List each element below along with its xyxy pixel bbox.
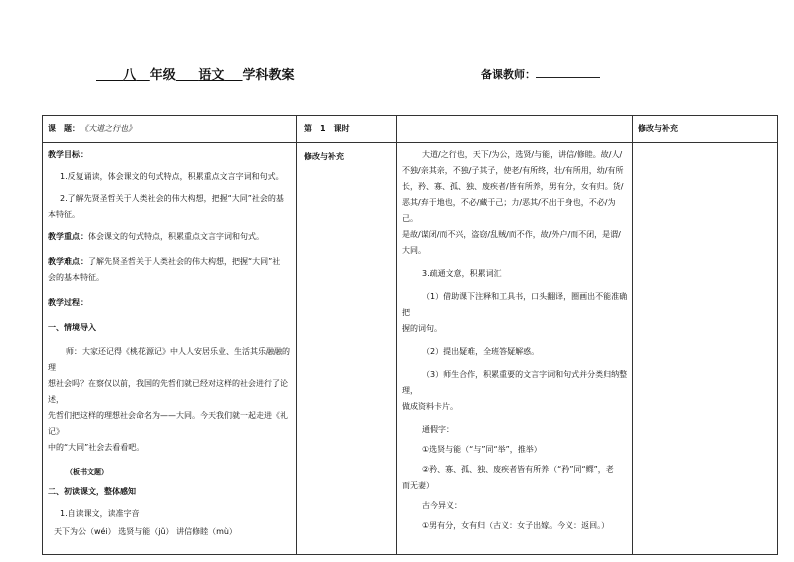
step1-para-3: 先哲们把这样的理想社会命名为——大同。今天我们就一起走进《礼记》 <box>48 411 288 436</box>
tongjia-item-1: ①选贤与能（“与”同“举”，推举） <box>422 445 542 454</box>
step1-title: 一、情境导入 <box>48 323 96 332</box>
step3-item-3: （3）师生合作，积累重要的文言字词和句式并分类归纳整理， <box>402 370 628 395</box>
goal-2-cont: 本特征。 <box>48 210 80 219</box>
key-text: 体会课文的句式特点，积累重点文言字词和句式。 <box>88 232 264 241</box>
left-content <box>48 147 292 540</box>
gujin-item-1: ①男有分，女有归（古义：女子出嫁。今义：返回。） <box>422 521 610 530</box>
table-col-divider <box>632 115 633 555</box>
gujin-title: 古今异义： <box>422 501 462 510</box>
teacher-label: 备课教师： <box>481 68 536 81</box>
goal-2: 2.了解先贤圣哲关于人类社会的伟大构想，把握“大同”社会的基 <box>60 194 284 203</box>
text-line-4: 恶其/弃于地也，不必/藏于己；力/恶其/不出于身也，不必/为己。 <box>402 198 616 223</box>
step1-para-2: 想社会吗？在察仅以前，我国的先哲们就已经对这样的社会进行了论述， <box>48 379 288 404</box>
step3-item-1: （1）借助课下注释和工具书，口头翻译，圈画出不能准确把 <box>402 292 628 317</box>
table-row-divider <box>42 142 778 143</box>
text-line-5: 是故/谋闭/而不兴，盗窃/乱贼/而不作，故/外户/而不闭，是谓/ <box>402 230 621 239</box>
table-border-top <box>42 115 778 116</box>
step2-item-2: 天下为公（wéi） 选贤与能（jǔ） 讲信修睦（mù） <box>54 527 237 536</box>
tongjia-title: 通假字： <box>422 425 454 434</box>
step2-item-1: 1.自读课文，读准字音 <box>60 509 140 518</box>
step1-para-4: 中的“大同”社会去看看吧。 <box>48 443 145 452</box>
key-point <box>48 229 292 245</box>
tongjia-item-2-cont: 而无妻） <box>402 481 434 490</box>
key-title: 教学重点： <box>48 232 88 241</box>
table-border-bottom <box>42 554 778 555</box>
text-line-2: 不独/亲其亲，不独/子其子，使老/有所终，壮/有所用，幼/有所 <box>402 166 624 175</box>
tongjia-item-2: ②矜、寡、孤、独、废疾者皆有所养（“矜”同“鳏”，老 <box>422 465 614 474</box>
table-col-divider <box>396 115 397 555</box>
lesson-number: 第 1 课时 <box>304 124 350 133</box>
right-content <box>402 147 630 534</box>
text-line-1: 大道/之行也，天下/为公，选贤/与能，讲信/修睦。故/人/ <box>422 150 623 159</box>
step1-para: 师：大家还记得《桃花源记》中人人安居乐业、生活其乐融融的理 <box>48 347 290 372</box>
revise-header: 修改与补充 <box>638 124 678 133</box>
board-note: （板书文题） <box>66 467 108 476</box>
topic-cell <box>48 121 136 137</box>
table-border-right <box>777 115 778 555</box>
difficulty <box>48 254 292 270</box>
table-col-divider <box>296 115 297 555</box>
step3-item-3-cont: 做成资料卡片。 <box>402 402 458 411</box>
subject-blank: 语文 <box>198 68 225 83</box>
diff-text: 了解先贤圣哲关于人类社会的伟大构想，把握“大同”社 <box>88 257 281 266</box>
text-line-6: 大同。 <box>402 246 426 255</box>
topic-label: 课 题： <box>48 124 80 133</box>
grade-blank: 八 <box>123 68 137 83</box>
process-title: 教学过程： <box>48 298 88 307</box>
step3-item-2: （2）提出疑难，全班答疑解惑。 <box>422 347 540 356</box>
step2-title: 二、初读课文，整体感知 <box>48 487 136 496</box>
document-title <box>96 64 295 83</box>
topic-value: 《大道之行也》 <box>80 124 136 133</box>
goal-1: 1.反复诵读，体会课文的句式特点，积累重点文言字词和句式。 <box>60 172 284 181</box>
subject-suffix: 学科教案 <box>242 68 295 83</box>
diff-title: 教学难点： <box>48 257 88 266</box>
goals-title: 教学目标： <box>48 150 88 159</box>
text-line-3: 长，矜、寡、孤、独、废疾者/皆有所养，男有分，女有归。货/ <box>402 182 624 191</box>
step3-title: 3.疏通文意，积累词汇 <box>422 269 502 278</box>
teacher-blank[interactable] <box>536 67 600 78</box>
difficulty-cont: 会的基本特征。 <box>48 273 104 282</box>
lesson-table <box>42 115 778 555</box>
step3-item-1-cont: 握的词句。 <box>402 324 442 333</box>
revise-label: 修改与补充 <box>304 152 344 161</box>
table-border-left <box>42 115 43 555</box>
grade-suffix: 年级 <box>149 68 176 83</box>
teacher-field <box>481 66 600 82</box>
